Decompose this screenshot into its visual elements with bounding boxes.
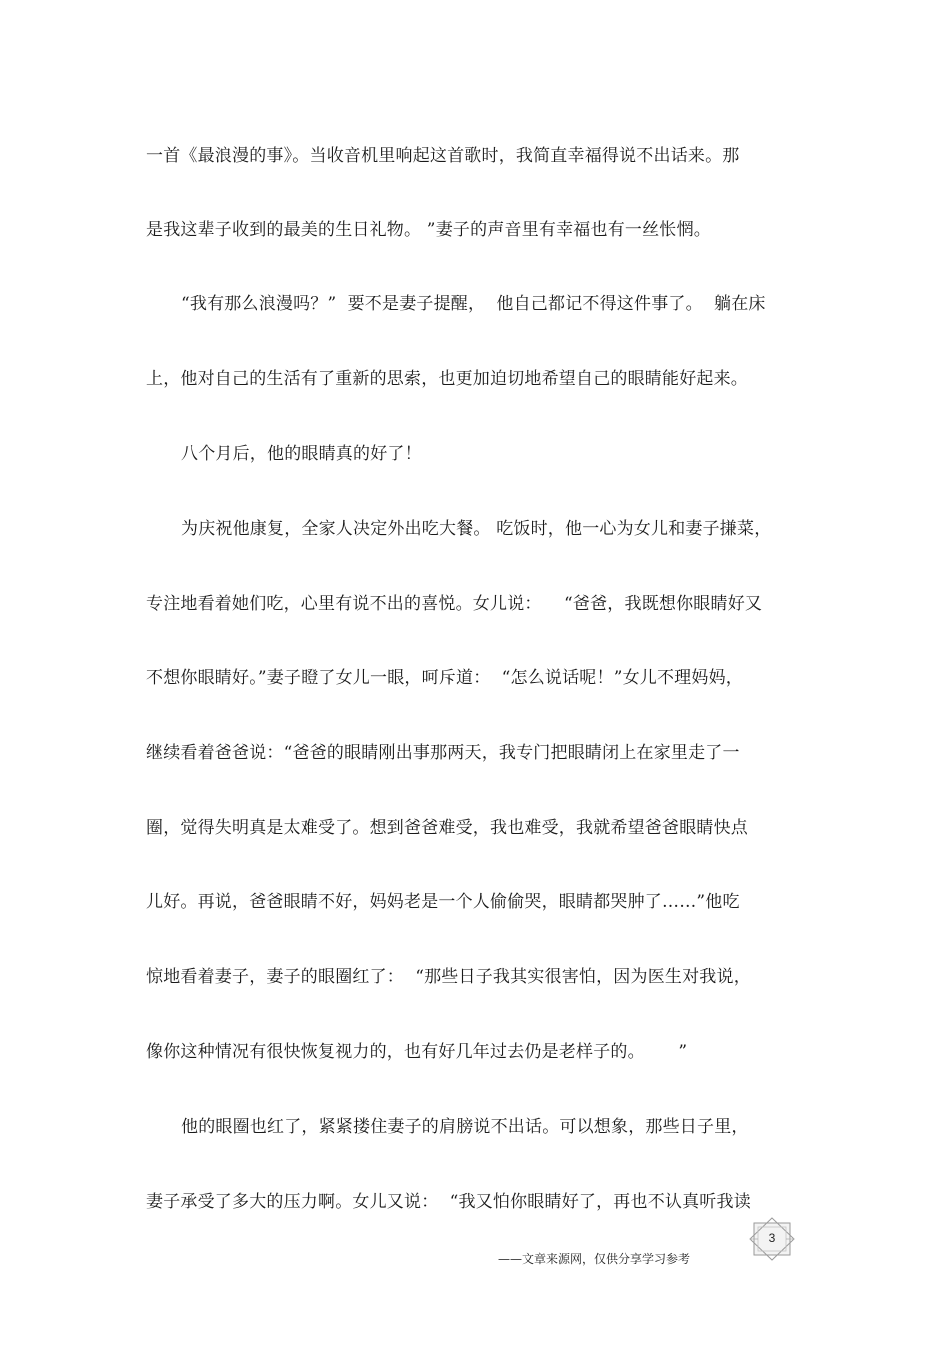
text-line-4: 上，他对自己的生活有了重新的思索，也更加迫切地希望自己的眼睛能好起来。 <box>146 369 748 389</box>
page-number-badge <box>748 1217 796 1261</box>
text-line-3: “我有那么浪漫吗？” 要不是妻子提醒， 他自己都记不得这件事了。 躺在床 <box>181 294 766 314</box>
text-line-7: 专注地看着她们吃，心里有说不出的喜悦。女儿说： “爸爸，我既想你眼睛好又 <box>146 594 763 614</box>
source-note: ——文章来源网，仅供分享学习参考 <box>498 1252 691 1266</box>
text-line-12: 惊地看着妻子，妻子的眼圈红了： “那些日子我其实很害怕，因为医生对我说， <box>146 967 751 987</box>
text-line-6: 为庆祝他康复，全家人决定外出吃大餐。 吃饭时，他一心为女儿和妻子搛菜， <box>181 519 772 539</box>
text-line-13: 像你这种情况有很快恢复视力的，也有好几年过去仍是老样子的。 ” <box>146 1042 688 1062</box>
text-line-5: 八个月后，他的眼睛真的好了！ <box>181 444 422 464</box>
text-line-8: 不想你眼睛好。”妻子瞪了女儿一眼，呵斥道： “怎么说话呢！”女儿不理妈妈， <box>146 668 743 688</box>
text-line-10: 圈，觉得失明真是太难受了。想到爸爸难受，我也难受，我就希望爸爸眼睛快点 <box>146 818 748 838</box>
text-line-15: 妻子承受了多大的压力啊。女儿又说： “我又怕你眼睛好了，再也不认真听我读 <box>146 1192 751 1212</box>
text-line-9: 继续看着爸爸说：“爸爸的眼睛刚出事那两天，我专门把眼睛闭上在家里走了一 <box>146 743 740 763</box>
page-number: 3 <box>768 1231 776 1245</box>
text-line-2: 是我这辈子收到的最美的生日礼物。 ”妻子的声音里有幸福也有一丝怅惘。 <box>146 220 711 240</box>
text-line-14: 他的眼圈也红了，紧紧搂住妻子的肩膀说不出话。可以想象，那些日子里， <box>181 1117 749 1137</box>
text-line-11: 儿好。再说，爸爸眼睛不好，妈妈老是一个人偷偷哭，眼睛都哭肿了……”他吃 <box>146 892 740 912</box>
text-line-1: 一首《最浪漫的事》。当收音机里响起这首歌时，我简直幸福得说不出话来。那 <box>146 146 740 166</box>
